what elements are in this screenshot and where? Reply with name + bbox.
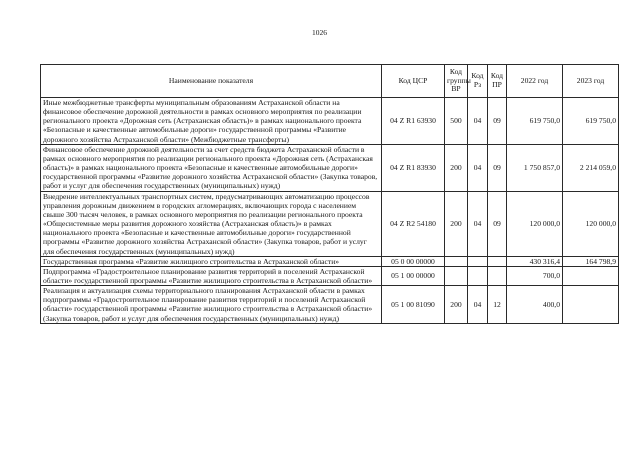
row-pr: 09 [488,144,507,191]
header-2022: 2022 год [507,65,563,98]
header-pr: Код ПР [488,65,507,98]
row-2022: 400,0 [507,286,563,324]
row-csr: 04 Z R2 54180 [382,191,445,256]
row-csr: 04 Z R1 63930 [382,98,445,145]
row-rz: 04 [468,286,488,324]
row-rz: 04 [468,98,488,145]
row-rz: 04 [468,191,488,256]
header-name: Наименование показателя [41,65,382,98]
budget-table [40,64,619,324]
row-2023 [563,286,619,324]
row-2023: 2 214 059,0 [563,144,619,191]
row-name: Реализация и актуализация схемы территориального планирования Астраханской области в рамках подпрограммы «Градостроительное планирование развития территорий и поселений Астраханской области» государственной программы «Развитие жилищного строительства в Астраханской области» (Закупка товаров, работ и услуг для обеспечения государственных (муниципальных) нужд) [41,286,382,324]
table-row [41,191,619,256]
row-csr: 04 Z R1 83930 [382,144,445,191]
header-vr: Код группы ВР [445,65,468,98]
row-2022: 120 000,0 [507,191,563,256]
row-csr: 05 1 00 81090 [382,286,445,324]
row-csr: 05 0 00 00000 [382,256,445,266]
table-row [41,286,619,324]
row-pr [488,256,507,266]
header-csr: Код ЦСР [382,65,445,98]
row-2022: 619 750,0 [507,98,563,145]
row-name: Государственная программа «Развитие жилищного строительства в Астраханской области» [41,256,382,266]
row-2022: 430 316,4 [507,256,563,266]
row-name: Иные межбюджетные трансферты муниципальным образованиям Астраханской области на финансовое обеспечение дорожной деятельности в рамках основного мероприятия по реализации регионального проекта «Дорожная сеть (Астраханская область)» в рамках национального проекта «Безопасные и качественные автомобильные дороги» государственной программы «Развитие дорожного хозяйства Астраханской области» (Межбюджетные трансферты) [41,98,382,145]
row-pr [488,266,507,285]
table-row [41,266,619,285]
row-name: Финансовое обеспечение дорожной деятельности за счет средств бюджета Астраханской области в рамках основного мероприятия по реализации регионального проекта «Дорожная сеть (Астраханская область)» в рамках национального проекта «Безопасные и качественные автомобильные дороги» государственной программы «Развитие дорожного хозяйства Астраханской области» (Закупка товаров, работ и услуг для обеспечения государственных (муниципальных) нужд) [41,144,382,191]
row-2023: 120 000,0 [563,191,619,256]
table-row [41,98,619,145]
row-vr: 200 [445,144,468,191]
row-rz [468,256,488,266]
page-number: 1026 [312,28,327,37]
row-2023: 619 750,0 [563,98,619,145]
row-vr: 200 [445,286,468,324]
row-vr [445,256,468,266]
row-name: Подпрограмма «Градостроительное планирование развития территорий в поселений Астраханской области» государственной программы «Развитие жилищного строительства в Астраханской области» [41,266,382,285]
row-2023 [563,266,619,285]
row-name: Внедрение интеллектуальных транспортных систем, предусматривающих автоматизацию процессов управления дорожным движением в городских агломерациях, включающих города с населением свыше 300 тысяч человек, в рамках основного мероприятия по реализации регионального проекта «Общесистемные меры развития дорожного хозяйства (Астраханская область)» в рамках национального проекта «Безопасные и качественные автомобильные дороги» государственной программы «Развитие дорожного хозяйства Астраханской области» (Закупка товаров, работ и услуг для обеспечения государственных (муниципальных) нужд) [41,191,382,256]
table-header-row [41,65,619,98]
row-vr [445,266,468,285]
table-row [41,256,619,266]
row-pr: 12 [488,286,507,324]
row-rz: 04 [468,144,488,191]
table-row [41,144,619,191]
row-2023: 164 798,9 [563,256,619,266]
row-2022: 700,0 [507,266,563,285]
row-vr: 200 [445,191,468,256]
row-csr: 05 1 00 00000 [382,266,445,285]
row-pr: 09 [488,191,507,256]
row-vr: 500 [445,98,468,145]
header-rz: Код Рз [468,65,488,98]
row-pr: 09 [488,98,507,145]
row-2022: 1 750 857,0 [507,144,563,191]
header-2023: 2023 год [563,65,619,98]
row-rz [468,266,488,285]
